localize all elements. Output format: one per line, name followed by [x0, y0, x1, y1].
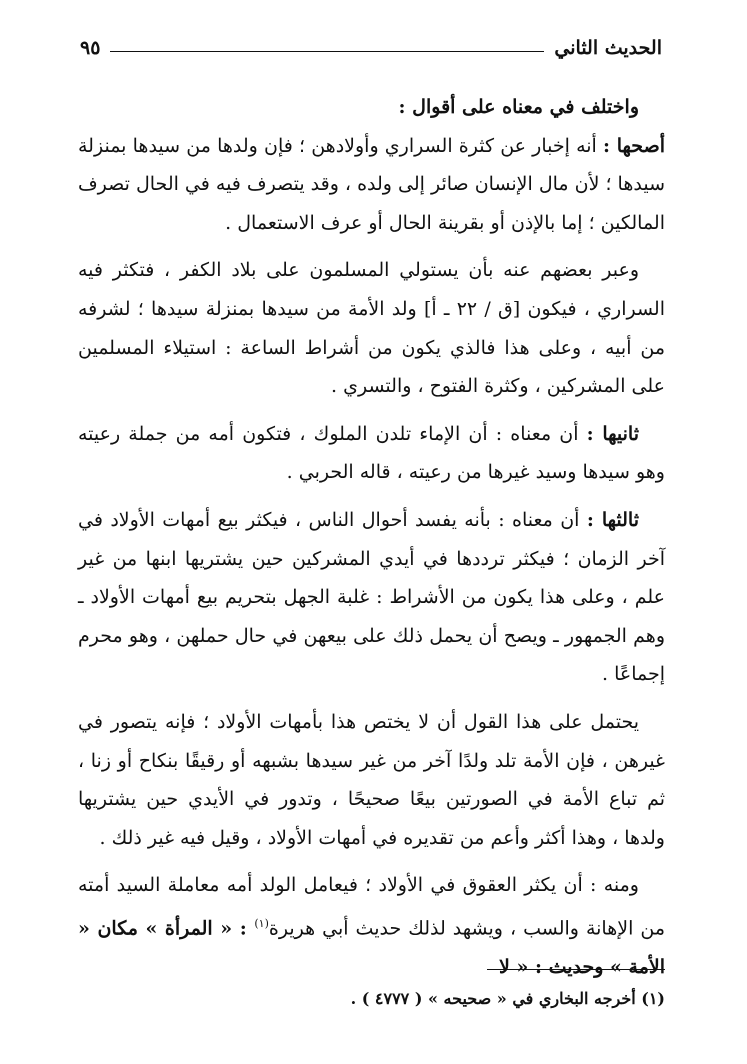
footnote-reference[interactable]: (١)	[254, 916, 269, 930]
paragraph-extension	[78, 703, 665, 857]
disobedience-tail: : « المرأة » مكان « الأمة » وحديث : « لا	[78, 917, 665, 978]
paragraph-third-opinion	[78, 501, 665, 694]
third-opinion-text: أن معناه : بأنه يفسد أحوال الناس ، فيكثر بيع أمهات الأولاد في آخر الزمان ؛ فيكثر ترددها في أيدي المشركين حين يشتريها ابنها من غير علم ، وعلى هذا يكون من الأشراط : غلبة الجهل بتحريم بيع أمهات الأولاد ـ وهم الجمهور ـ ويصح أن يحمل ذلك على بيعهن في حال حملهن ، وهو محرم إجماعًا .	[78, 508, 665, 686]
intro-paragraph	[78, 88, 665, 127]
third-opinion-heading: ثالثها :	[586, 508, 639, 531]
chapter-title: الحديث الثاني	[554, 37, 662, 59]
second-opinion-text: أن معناه : أن الإماء تلدن الملوك ، فتكون أمه من جملة رعيته وهو سيدها وسيد غيرها من رعيته ، قاله الحربي .	[78, 422, 665, 484]
page-number: ٩٥	[80, 37, 101, 59]
second-opinion-heading: ثانيها :	[586, 422, 639, 445]
paragraph-second-opinion	[78, 415, 665, 492]
first-opinion-text: أنه إخبار عن كثرة السراري وأولادهن ؛ فإن ولدها من سيدها بمنزلة سيدها ؛ لأن مال الإنسان صائر إلى ولده ، وقد يتصرف فيه في الحال تصرف المالكين ؛ إما بالإذن أو بقرينة الحال أو عرف الاستعمال .	[77, 134, 665, 234]
variant-expression-text: وعبر بعضهم عنه بأن يستولي المسلمون على بلاد الكفر ، فتكثر فيه السراري ، فيكون [ق / ٢٢ ـ أ] ولد الأمة من سيدها بمنزلة سيدها ؛ لشرفه من أبيه ، وعلى هذا فالذي يكون من أشراط الساعة : استيلاء المسلمين على المشركين ، وكثرة الفتوح ، والتسري .	[78, 259, 665, 398]
footnote-marker: (١)	[641, 989, 665, 1008]
header-rule	[110, 51, 544, 52]
extension-text: يحتمل على هذا القول أن لا يختص هذا بأمهات الأولاد ؛ فإنه يتصور في غيرهن ، فإن الأمة تلد ولدًا آخر من غير سيدها بشبهه أو رقيقًا بنكاح أو زنا ، ثم تباع الأمة في الصورتين بيعًا صحيحًا ، وتدور في الأيدي حين يشتريها ولدها ، وهذا أكثر وأعم من تقديره في أمهات الأولاد ، وقيل فيه غير ذلك .	[78, 710, 665, 849]
footnote-separator	[487, 969, 665, 970]
paragraph-first-opinion	[78, 127, 665, 243]
footnote	[78, 986, 665, 1012]
footnote-text: أخرجه البخاري في « صحيحه » ( ٤٧٧٧ ) .	[350, 989, 642, 1008]
main-text	[78, 88, 665, 986]
intro-text: واختلف في معناه على أقوال :	[398, 96, 639, 118]
first-opinion-heading: أصحها :	[603, 134, 665, 157]
paragraph-variant-expression	[78, 251, 665, 405]
running-header	[80, 30, 662, 66]
disobedience-text: ومنه : أن يكثر العقوق في الأولاد ؛ فيعامل الولد أمه معاملة السيد أمته من الإهانة والسب ، ويشهد لذلك حديث أبي هريرة	[78, 874, 666, 940]
